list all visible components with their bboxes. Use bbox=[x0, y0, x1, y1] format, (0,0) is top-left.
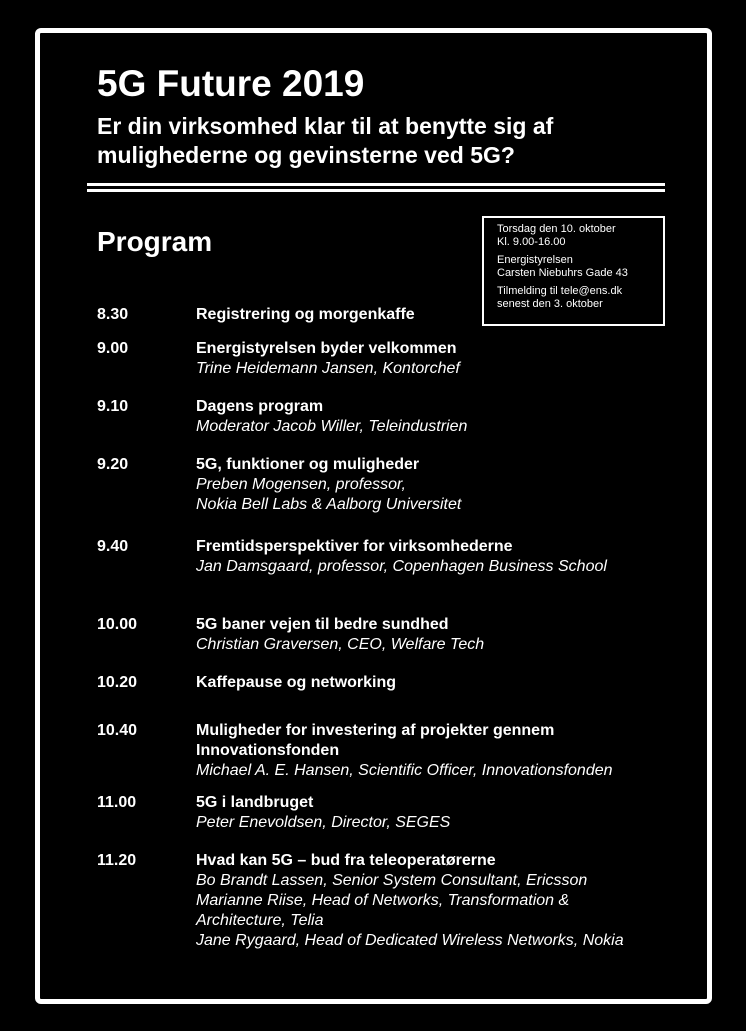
schedule-content bbox=[196, 537, 716, 577]
speaker-detail: Bo Brandt Lassen, Senior System Consultant, Ericsson bbox=[196, 872, 588, 889]
session-title: 5G, funktioner og muligheder bbox=[196, 456, 420, 473]
speaker-detail: Marianne Riise, Head of Networks, Transformation & bbox=[196, 892, 570, 909]
speaker-detail: Christian Graversen, CEO, Welfare Tech bbox=[196, 636, 485, 653]
event-venue: Energistyrelsen bbox=[497, 254, 573, 266]
schedule-time: 8.30 bbox=[97, 306, 129, 323]
session-title: 5G baner vejen til bedre sundhed bbox=[196, 616, 449, 633]
schedule-content bbox=[196, 455, 716, 515]
speaker-detail: Jane Rygaard, Head of Dedicated Wireless Networks, Nokia bbox=[196, 932, 624, 949]
schedule-time: 10.20 bbox=[97, 674, 138, 691]
divider-line bbox=[87, 183, 665, 186]
event-time: Kl. 9.00-16.00 bbox=[497, 236, 566, 248]
schedule-content bbox=[196, 793, 716, 833]
session-title: Innovationsfonden bbox=[196, 742, 340, 759]
session-title: Muligheder for investering af projekter gennem bbox=[196, 722, 555, 739]
schedule-content bbox=[196, 615, 716, 655]
signup-deadline: senest den 3. oktober bbox=[497, 298, 603, 310]
event-address: Carsten Niebuhrs Gade 43 bbox=[497, 267, 628, 279]
event-title: 5G Future 2019 bbox=[97, 63, 365, 104]
schedule-time: 9.20 bbox=[97, 456, 129, 473]
speaker-detail: Trine Heidemann Jansen, Kontorchef bbox=[196, 360, 460, 377]
speaker-detail: Preben Mogensen, professor, bbox=[196, 476, 406, 493]
speaker-detail: Architecture, Telia bbox=[196, 912, 324, 929]
schedule-content bbox=[196, 397, 716, 437]
schedule-time: 11.00 bbox=[97, 794, 137, 811]
divider-line bbox=[87, 189, 665, 192]
schedule-content bbox=[196, 721, 716, 781]
speaker-detail: Peter Enevoldsen, Director, SEGES bbox=[196, 814, 451, 831]
signup-email: Tilmelding til tele@ens.dk bbox=[497, 285, 623, 297]
speaker-detail: Nokia Bell Labs & Aalborg Universitet bbox=[196, 496, 462, 513]
session-title: Energistyrelsen byder velkommen bbox=[196, 340, 457, 357]
session-title: Kaffepause og networking bbox=[196, 674, 397, 691]
speaker-detail: Michael A. E. Hansen, Scientific Officer, Innovationsfonden bbox=[196, 762, 613, 779]
schedule-time: 9.00 bbox=[97, 340, 129, 357]
session-title: Registrering og morgenkaffe bbox=[196, 306, 415, 323]
session-title: Hvad kan 5G – bud fra teleoperatørerne bbox=[196, 852, 496, 869]
schedule-time: 9.10 bbox=[97, 398, 129, 415]
schedule-time: 9.40 bbox=[97, 538, 129, 555]
speaker-detail: Jan Damsgaard, professor, Copenhagen Business School bbox=[196, 558, 607, 575]
program-heading: Program bbox=[97, 226, 213, 257]
schedule-content bbox=[196, 673, 716, 693]
event-subtitle: Er din virksomhed klar til at benytte sig af mulighederne og gevinsterne ved 5G? bbox=[97, 113, 554, 168]
event-date: Torsdag den 10. oktober bbox=[497, 223, 616, 235]
session-title: Dagens program bbox=[196, 398, 324, 415]
session-title: 5G i landbruget bbox=[196, 794, 314, 811]
speaker-detail: Moderator Jacob Willer, Teleindustrien bbox=[196, 418, 468, 435]
schedule-content bbox=[196, 305, 716, 325]
schedule-content bbox=[196, 339, 716, 379]
schedule-time: 11.20 bbox=[97, 852, 137, 869]
schedule-time: 10.00 bbox=[97, 616, 138, 633]
session-title: Fremtidsperspektiver for virksomhederne bbox=[196, 538, 513, 555]
schedule-time: 10.40 bbox=[97, 722, 138, 739]
schedule-content bbox=[196, 851, 716, 951]
